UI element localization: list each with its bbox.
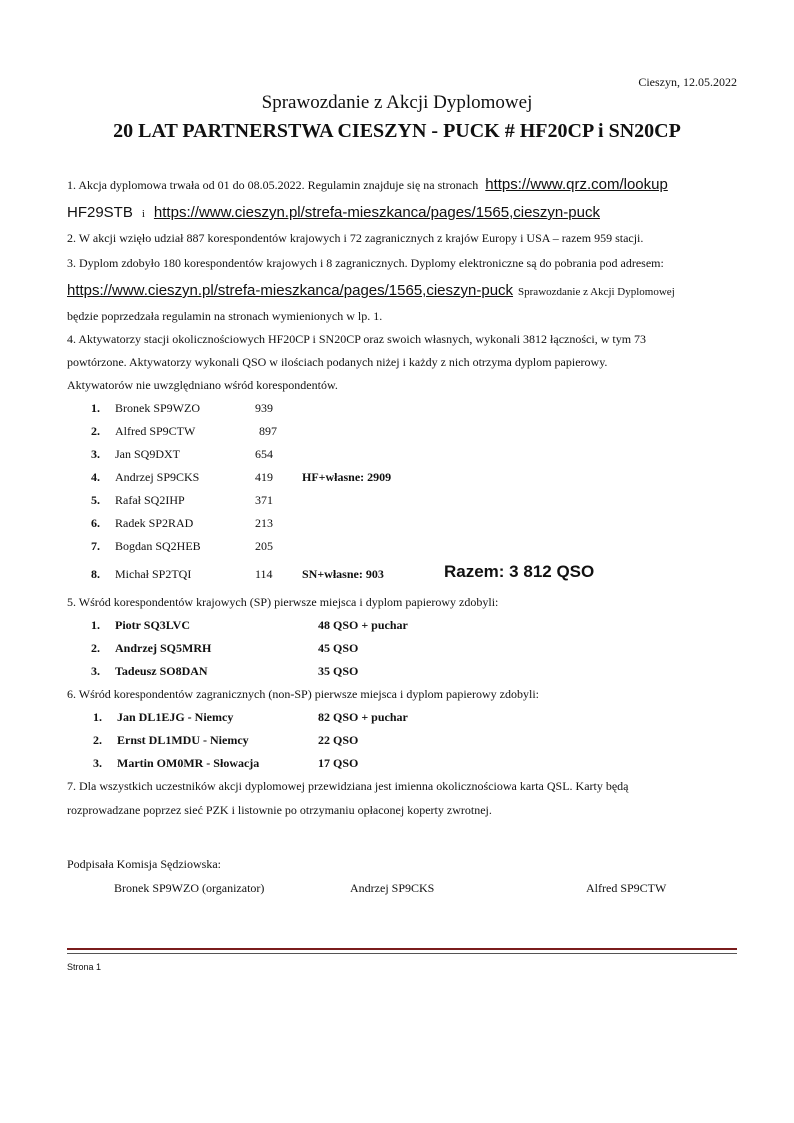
paragraph-4-line-2: powtórzone. Aktywatorzy wykonali QSO w ilościach podanych niżej i każdy z nich otrzyma dyplom papierowy.: [67, 355, 608, 369]
activator-name: Radek SP2RAD: [115, 516, 194, 530]
paragraph-7-line-2: rozprowadzane poprzez sieć PZK i listownie po otrzymaniu opłaconej koperty zwrotnej.: [67, 803, 492, 817]
winner-result: 48 QSO + puchar: [318, 618, 408, 632]
winner-result: 17 QSO: [318, 756, 359, 770]
total-qso: Razem: 3 812 QSO: [444, 562, 595, 581]
qrz-link[interactable]: https://www.qrz.com/lookup: [485, 176, 668, 193]
footer-rule-thin: [67, 953, 737, 954]
paragraph-1-line-2: [67, 204, 600, 221]
paragraph-4-line-3: Aktywatorów nie uwzględniano wśród korespondentów.: [67, 378, 338, 392]
commission-label: Podpisała Komisja Sędziowska:: [67, 857, 221, 871]
winner-result: 82 QSO + puchar: [318, 710, 408, 724]
document-date: Cieszyn, 12.05.2022: [638, 75, 737, 89]
activator-name: Michał SP2TQI: [115, 567, 192, 581]
activator-qso: 371: [255, 493, 273, 507]
list-item-number: 1.: [91, 618, 100, 632]
paragraph-3-after-link: Sprawozdanie z Akcji Dyplomowej: [518, 286, 675, 298]
paragraph-5: 5. Wśród korespondentów krajowych (SP) pierwsze miejsca i dyplom papierowy zdobyli:: [67, 595, 499, 609]
winner-name: Martin OM0MR - Słowacja: [117, 756, 260, 770]
activator-name: Bogdan SQ2HEB: [115, 539, 201, 553]
list-item-number: 2.: [93, 733, 102, 747]
list-item-number: 4.: [91, 470, 100, 484]
paragraph-2: 2. W akcji wzięło udział 887 korespondentów krajowych i 72 zagranicznych z krajów Europy i USA – razem 959 stacji.: [67, 231, 644, 245]
paragraph-6: 6. Wśród korespondentów zagranicznych (non-SP) pierwsze miejsca i dyplom papierowy zdobyli:: [67, 687, 539, 701]
conjunction: i: [141, 208, 145, 220]
paragraph-3-line-2: [67, 282, 675, 299]
activator-note: HF+własne: 2909: [302, 470, 392, 484]
list-item-number: 5.: [91, 493, 100, 507]
winner-result: 45 QSO: [318, 641, 359, 655]
winner-result: 22 QSO: [318, 733, 359, 747]
winner-name: Piotr SQ3LVC: [115, 618, 191, 632]
signature-member-3: Alfred SP9CTW: [586, 881, 667, 895]
activator-note: SN+własne: 903: [302, 567, 384, 581]
list-item-number: 2.: [91, 641, 100, 655]
list-item-number: 2.: [91, 424, 100, 438]
activator-name: Alfred SP9CTW: [115, 424, 196, 438]
activator-qso: 213: [255, 516, 273, 530]
footer-rule-thick: [67, 948, 737, 950]
winner-name: Jan DL1EJG - Niemcy: [117, 710, 234, 724]
paragraph-1-line-1: [67, 176, 668, 193]
page-number: Strona 1: [67, 962, 102, 972]
paragraph-7-line-1: 7. Dla wszystkich uczestników akcji dyplomowej przewidziana jest imienna okolicznościowa karta QSL. Karty będą: [67, 779, 629, 793]
activator-qso: 654: [255, 447, 273, 461]
paragraph-3-line-3: będzie poprzedzała regulamin na stronach wymienionych w lp. 1.: [67, 309, 383, 323]
callsign-hf29stb: HF29STB: [67, 204, 133, 221]
list-item-number: 1.: [91, 401, 100, 415]
winner-result: 35 QSO: [318, 664, 359, 678]
signature-organizer: Bronek SP9WZO (organizator): [114, 881, 265, 895]
paragraph-1-text: 1. Akcja dyplomowa trwała od 01 do 08.05.2022. Regulamin znajduje się na stronach: [67, 178, 479, 192]
list-item-number: 3.: [91, 447, 100, 461]
activator-qso: 419: [255, 470, 273, 484]
document-subtitle: 20 LAT PARTNERSTWA CIESZYN - PUCK # HF20CP i SN20CP: [113, 120, 681, 142]
paragraph-3-line-1: 3. Dyplom zdobyło 180 korespondentów krajowych i 8 zagranicznych. Dyplomy elektroniczne są do pobrania pod adresem:: [67, 256, 664, 270]
activator-qso: 939: [255, 401, 273, 415]
signature-member-2: Andrzej SP9CKS: [350, 881, 435, 895]
activator-name: Jan SQ9DXT: [115, 447, 180, 461]
list-item-number: 1.: [93, 710, 102, 724]
activator-name: Andrzej SP9CKS: [115, 470, 200, 484]
list-item-number: 8.: [91, 567, 100, 581]
cieszyn-link-1[interactable]: https://www.cieszyn.pl/strefa-mieszkanca/pages/1565,cieszyn-puck: [153, 204, 600, 221]
paragraph-4-line-1: 4. Aktywatorzy stacji okolicznościowych HF20CP i SN20CP oraz swoich własnych, wykonali 3812 łączności, w tym 73: [67, 332, 647, 346]
list-item-number: 7.: [91, 539, 100, 553]
document-title: Sprawozdanie z Akcji Dyplomowej: [261, 92, 533, 113]
list-item-number: 3.: [93, 756, 102, 770]
winner-name: Ernst DL1MDU - Niemcy: [117, 733, 249, 747]
activator-name: Bronek SP9WZO: [115, 401, 200, 415]
activator-qso: 114: [255, 567, 273, 581]
activator-name: Rafał SQ2IHP: [115, 493, 185, 507]
activator-qso: 205: [255, 539, 273, 553]
cieszyn-link-2[interactable]: https://www.cieszyn.pl/strefa-mieszkanca/pages/1565,cieszyn-puck: [67, 282, 514, 299]
winner-name: Andrzej SQ5MRH: [115, 641, 212, 655]
activator-qso: 897: [259, 424, 277, 438]
list-item-number: 6.: [91, 516, 100, 530]
list-item-number: 3.: [91, 664, 100, 678]
winner-name: Tadeusz SO8DAN: [115, 664, 208, 678]
